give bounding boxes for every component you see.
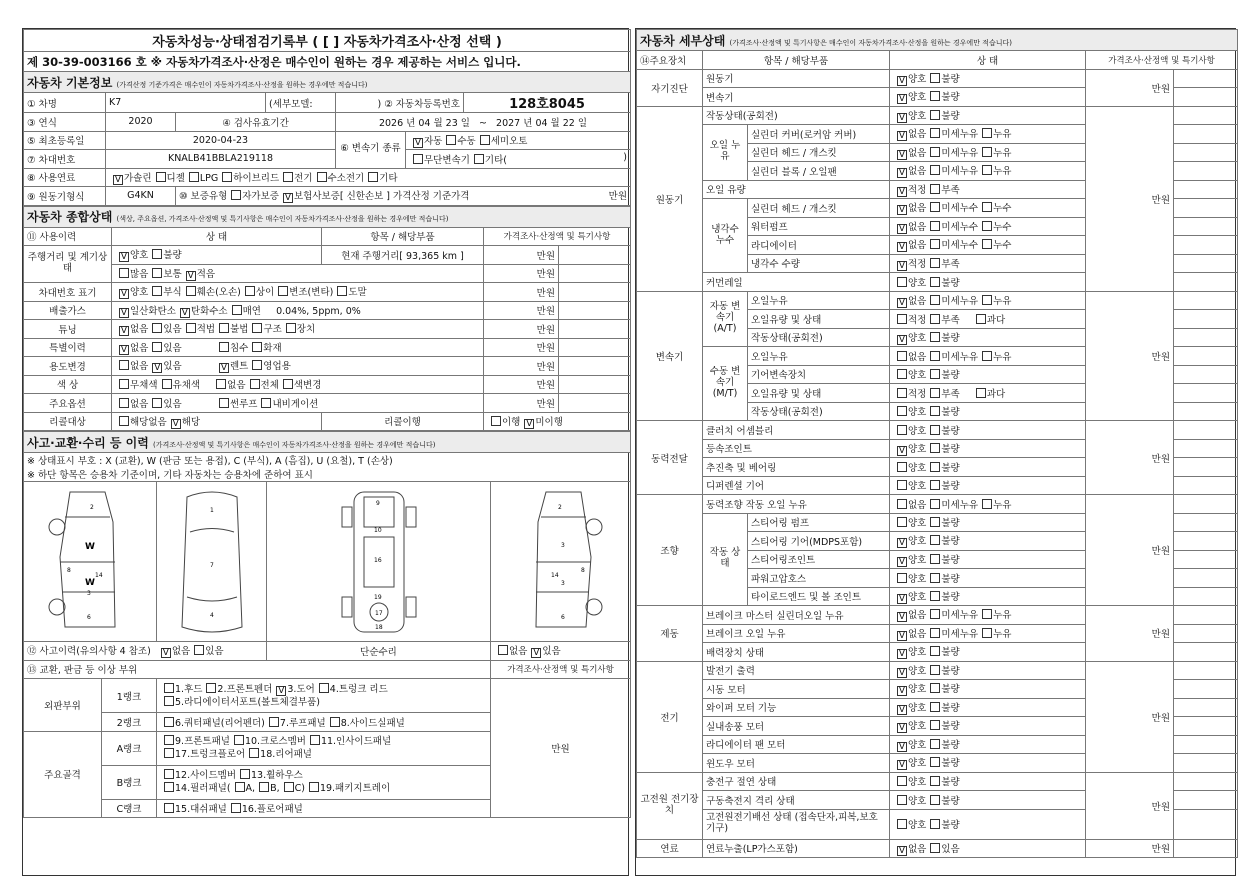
checkbox[interactable]	[259, 782, 269, 792]
trans-row1: V 자동 수동 세미오토	[406, 131, 631, 150]
checkbox[interactable]	[283, 379, 293, 389]
checkbox[interactable]	[982, 147, 992, 157]
checkbox[interactable]	[930, 609, 940, 619]
checkbox[interactable]: V	[181, 307, 188, 318]
svg-text:1: 1	[209, 506, 214, 514]
checkbox[interactable]: V	[162, 648, 169, 659]
checkbox[interactable]: V	[898, 205, 906, 216]
checkbox[interactable]: V	[898, 168, 906, 179]
checkbox[interactable]: V	[898, 297, 906, 308]
checkbox[interactable]	[930, 480, 940, 490]
checkbox[interactable]	[231, 190, 241, 200]
tuning-state: V 없음 있음 적법 불법 구조 장치	[112, 320, 484, 339]
car-side-right-diagram	[491, 482, 631, 642]
checkbox[interactable]	[930, 646, 940, 656]
checkbox[interactable]: V	[187, 270, 194, 281]
checkbox[interactable]	[982, 351, 992, 361]
rankA-items: 9.프론트패널 10.크로스멤버 11.인사이드패널 17.트렁크플로어 18.리어패널	[157, 731, 491, 765]
car-side-left-diagram	[24, 482, 157, 642]
checkbox[interactable]	[930, 517, 940, 527]
fuel-label: ⑧ 사용연료	[24, 168, 106, 187]
trans-label: ⑥ 변속기 종류	[336, 131, 406, 168]
checkbox[interactable]	[930, 406, 940, 416]
svg-text:3: 3	[560, 579, 565, 587]
checkbox[interactable]	[982, 128, 992, 138]
year-label: ③ 연식	[24, 113, 106, 132]
checkbox[interactable]	[930, 554, 940, 564]
checkbox[interactable]	[930, 535, 940, 545]
checkbox[interactable]: V	[898, 223, 906, 234]
checkbox[interactable]	[930, 351, 940, 361]
checkbox[interactable]	[249, 748, 259, 758]
checkbox[interactable]	[930, 388, 940, 398]
recall-done: 이행 V 미이행	[484, 412, 631, 431]
checkbox[interactable]	[152, 249, 162, 259]
svg-text:7: 7	[209, 561, 214, 569]
section-accident: 사고·교환·수리 등 이력 (가격조사·산정액 및 특기사항은 매수인이 자동차가격조사·산정을 원하는 경우에만 적습니다)	[24, 432, 631, 453]
svg-text:9: 9	[375, 499, 380, 507]
inspection-label: ④ 검사유효기간	[176, 113, 336, 132]
checkbox[interactable]	[982, 295, 992, 305]
checkbox[interactable]	[897, 517, 907, 527]
checkbox[interactable]: V	[284, 193, 292, 204]
checkbox[interactable]	[206, 683, 216, 693]
checkbox[interactable]: V	[120, 289, 128, 300]
special-state: V 없음 있음 침수 화재	[112, 338, 484, 357]
group-engine: 원동기	[637, 106, 703, 291]
checkbox[interactable]	[152, 398, 162, 408]
svg-text:19: 19	[373, 593, 382, 601]
checkbox[interactable]: V	[526, 418, 533, 429]
checkbox[interactable]	[164, 782, 174, 792]
checkbox[interactable]	[930, 819, 940, 829]
checkbox[interactable]	[219, 398, 229, 408]
checkbox[interactable]	[235, 782, 245, 792]
checkbox[interactable]	[930, 443, 940, 453]
checkbox[interactable]	[930, 683, 940, 693]
svg-text:14: 14	[95, 571, 103, 579]
checkbox[interactable]	[189, 172, 199, 182]
reg-no: 128호8045	[464, 93, 631, 113]
inspection-period: 2026 년 04 월 23 일 ~ 2027 년 04 월 22 일	[336, 113, 631, 132]
checkbox[interactable]: V	[114, 174, 122, 185]
checkbox[interactable]: V	[220, 363, 228, 374]
checkbox[interactable]	[156, 172, 166, 182]
legend-line1: ※ 상태표시 부호 : X (교환), W (판금 또는 용접), C (부식), A (흠집), U (요철), T (손상)	[24, 453, 631, 468]
svg-text:8: 8	[67, 566, 71, 574]
checkbox[interactable]	[119, 416, 129, 426]
checkbox[interactable]	[897, 277, 907, 287]
checkbox[interactable]	[982, 609, 992, 619]
rankC-items: 15.대쉬패널 16.플로어패널	[157, 799, 491, 818]
first-reg-label: ⑤ 최초등록일	[24, 131, 106, 150]
inspection-record-right	[635, 28, 1236, 876]
basic-info-table	[23, 29, 631, 206]
svg-text:W: W	[85, 577, 95, 588]
checkbox[interactable]: V	[898, 704, 906, 715]
checkbox[interactable]	[930, 795, 940, 805]
overall-status-table: 자동차 종합상태 (색상, 주요옵션, 가격조사·산정액 및 특기사항은 매수인이 자동차가격조사·산정을 원하는 경우에만 적습니다) ⑪ 사용이력 상 태 항목 / 해당부품 가격조사·산정액 및 특기사항 주행거리 및 계기상태 V 양호 불량 현재 주행거리[ 93,365 km ] 만원 많음 보통 V 적음 만원 차대번호 표기 V 양호 부식 훼손(오손) 상이 변조(변타) 도말 만원 배출가스 V 일산화탄소 V 탄화수소 매연 0.04%, 5ppm, 0% 만원 튜닝 V 없음 있음 적법 불법 구조 장치 만원 특별이력 V 없음 있음 침수 화재 만원 용도변경 없음 V 있음 V 렌트 영업용 만원 색 상 무채색 유채색 없음 전체 색변경 만원 주요옵션 없음 있음 썬루프 내비게이션 만원 리콜대상 해당없음 V 해당 리콜이행 이행 V 미이행	[23, 206, 631, 432]
warranty-row: ⑩ 보증유형 자가보증 V 보험사보증[ 신한손보 ] 가격산정 기준가격 만원	[176, 187, 631, 206]
checkbox[interactable]: V	[898, 186, 906, 197]
checkbox[interactable]	[930, 843, 940, 853]
accident-table: 사고·교환·수리 등 이력 (가격조사·산정액 및 특기사항은 매수인이 자동차가격조사·산정을 원하는 경우에만 적습니다) ※ 상태표시 부호 : X (교환), W (판금 또는 용접), C (부식), A (흠집), U (요철), T (손상) ※ 하단 항목은 승용차 기준이며, 기타 자동차는 승용차에 준하여 표시 2 W W 14 3 8 6 1 7 4 9 10 16 19 17 18 2 3 14 3 8 6 ⑫ 사고이력(유의사항 4 참조) V 없음 있음 단순수리 없음 V 있음 ⑬ 교환, 판금 등 이상 부위 가격조사·산정액 및 특기사항 외판부위 1랭크 1.후드 2.프론트펜더 V 3.도어 4.트렁크 리드 5.라디에이터서포트(볼트체결부품) 만원 2랭크 6.쿼터패널(리어펜더) 7.루프패널 8.사이드실패널 주요골격 A랭크 9.프론트패널 10.크로스멤버 11.인사이드패널 17.트렁크플로어 18.리어패널 B랭크 12.사이드멤버 13.휠하우스 14.필러패널( A, B, C) 19.패키지트레이 C랭크 15.대쉬패널 16.플로어패널	[23, 431, 631, 818]
svg-text:6: 6	[87, 613, 91, 621]
col-usage: ⑪ 사용이력	[24, 227, 112, 246]
checkbox[interactable]	[368, 172, 378, 182]
svg-text:10: 10	[373, 526, 382, 534]
col-state: 상 태	[112, 227, 322, 246]
engine-label: ⑨ 원동기형식	[24, 187, 106, 206]
checkbox[interactable]	[930, 110, 940, 120]
checkbox[interactable]	[164, 748, 174, 758]
option-state: 없음 있음 썬루프 내비게이션	[112, 394, 484, 413]
checkbox[interactable]	[930, 295, 940, 305]
checkbox[interactable]	[930, 258, 940, 268]
checkbox[interactable]	[897, 573, 907, 583]
color-label: 색 상	[24, 375, 112, 394]
inspection-record-left	[22, 28, 629, 876]
col-item: 항목 / 해당부품	[322, 227, 484, 246]
trans-row2: 무단변속기 기타( )	[406, 150, 631, 169]
checkbox[interactable]	[240, 769, 250, 779]
checkbox[interactable]: V	[898, 630, 906, 641]
outer-panel-label: 외판부위	[24, 679, 102, 732]
checkbox[interactable]	[930, 665, 940, 675]
checkbox[interactable]	[219, 323, 229, 333]
checkbox[interactable]: V	[898, 612, 906, 623]
section-overall: 자동차 종합상태 (색상, 주요옵션, 가격조사·산정액 및 특기사항은 매수인이 자동차가격조사·산정을 원하는 경우에만 적습니다)	[24, 206, 631, 227]
checkbox[interactable]	[231, 803, 241, 813]
checkbox[interactable]	[446, 135, 456, 145]
col-price: 가격조사·산정액 및 특기사항	[484, 227, 631, 246]
reg-no-label: ) ② 자동차등록번호	[336, 93, 464, 113]
checkbox[interactable]	[897, 425, 907, 435]
rank1-items: 1.후드 2.프론트펜더 V 3.도어 4.트렁크 리드 5.라디에이터서포트(볼트체결부품)	[157, 679, 491, 713]
checkbox[interactable]	[982, 221, 992, 231]
tuning-label: 튜닝	[24, 320, 112, 339]
group-transmission: 변속기	[637, 291, 703, 421]
recall-state: 해당없음 V 해당	[112, 412, 322, 431]
checkbox[interactable]	[164, 696, 174, 706]
checkbox[interactable]: V	[898, 686, 906, 697]
checkbox[interactable]	[930, 739, 940, 749]
checkbox[interactable]	[930, 628, 940, 638]
checkbox[interactable]	[976, 314, 986, 324]
emission-state: V 일산화탄소 V 탄화수소 매연 0.04%, 5ppm, 0%	[112, 301, 484, 320]
checkbox[interactable]	[897, 406, 907, 416]
checkbox[interactable]: V	[533, 648, 540, 659]
checkbox[interactable]	[234, 735, 244, 745]
svg-text:14: 14	[550, 571, 559, 579]
vin-mark-label: 차대번호 표기	[24, 283, 112, 302]
mileage-amount: 많음 보통 V 적음	[112, 264, 484, 283]
checkbox[interactable]	[309, 782, 319, 792]
checkbox[interactable]: V	[898, 649, 906, 660]
color-state: 무채색 유채색 없음 전체 색변경	[112, 375, 484, 394]
checkbox[interactable]	[250, 379, 260, 389]
checkbox[interactable]	[194, 645, 204, 655]
group-self-diag: 자기진단	[637, 69, 703, 106]
checkbox[interactable]	[480, 135, 490, 145]
vin: KNALB41BBLA219118	[106, 150, 336, 169]
rank2-items: 6.쿼터패널(리어펜더) 7.루프패널 8.사이드실패널	[157, 713, 491, 732]
checkbox[interactable]	[982, 239, 992, 249]
recall-done-label: 리콜이행	[322, 412, 484, 431]
svg-text:18: 18	[374, 623, 383, 631]
checkbox[interactable]: V	[120, 252, 128, 263]
record-number: 제 30-39-003166 호 ※ 자동차가격조사·산정은 매수인이 원하는 경우 제공하는 서비스 입니다.	[24, 52, 631, 72]
checkbox[interactable]: V	[898, 760, 906, 771]
recall-label: 리콜대상	[24, 412, 112, 431]
checkbox[interactable]	[216, 379, 226, 389]
col-price-2: 가격조사·산정액 및 특기사항	[491, 660, 631, 679]
checkbox[interactable]	[930, 369, 940, 379]
checkbox[interactable]	[252, 323, 262, 333]
checkbox[interactable]	[474, 154, 484, 164]
first-reg: 2020-04-23	[106, 131, 336, 150]
svg-text:8: 8	[580, 566, 585, 574]
checkbox[interactable]	[897, 795, 907, 805]
checkbox[interactable]	[930, 73, 940, 83]
abnormal-price: 만원	[491, 679, 631, 818]
checkbox[interactable]: V	[898, 131, 906, 142]
rankB-items: 12.사이드멤버 13.휠하우스 14.필러패널( A, B, C) 19.패키지트레이	[157, 765, 491, 799]
checkbox[interactable]: V	[120, 326, 128, 337]
checkbox[interactable]	[119, 268, 129, 278]
checkbox[interactable]	[310, 735, 320, 745]
mileage-label: 주행거리 및 계기상태	[24, 246, 112, 283]
checkbox[interactable]	[897, 369, 907, 379]
checkbox[interactable]	[897, 480, 907, 490]
checkbox[interactable]	[930, 499, 940, 509]
checkbox[interactable]	[982, 202, 992, 212]
checkbox[interactable]	[930, 332, 940, 342]
checkbox[interactable]	[245, 286, 255, 296]
checkbox[interactable]: V	[898, 242, 906, 253]
checkbox[interactable]	[152, 323, 162, 333]
checkbox[interactable]	[930, 91, 940, 101]
detail-model-label: (세부모델:	[266, 93, 336, 113]
option-label: 주요옵션	[24, 394, 112, 413]
checkbox[interactable]	[982, 499, 992, 509]
checkbox[interactable]	[930, 591, 940, 601]
checkbox[interactable]	[330, 717, 340, 727]
checkbox[interactable]	[152, 286, 162, 296]
checkbox[interactable]	[164, 769, 174, 779]
checkbox[interactable]	[164, 683, 174, 693]
abnormal-label: ⑬ 교환, 판금 등 이상 부위	[24, 660, 491, 679]
checkbox[interactable]: V	[154, 363, 161, 374]
group-brake: 제동	[637, 606, 703, 662]
checkbox[interactable]: V	[172, 418, 179, 429]
special-label: 특별이력	[24, 338, 112, 357]
vin-label: ⑦ 차대번호	[24, 150, 106, 169]
checkbox[interactable]	[897, 462, 907, 472]
group-power: 동력전달	[637, 421, 703, 495]
car-name-label: ① 차명	[24, 93, 106, 113]
checkbox[interactable]	[930, 165, 940, 175]
checkbox[interactable]	[186, 323, 196, 333]
svg-text:2: 2	[557, 503, 562, 511]
checkbox[interactable]	[152, 268, 162, 278]
checkbox[interactable]: V	[898, 94, 906, 105]
checkbox[interactable]	[930, 277, 940, 287]
checkbox[interactable]	[283, 172, 293, 182]
svg-text:17: 17	[374, 609, 383, 617]
engine-type: G4KN	[106, 187, 176, 206]
svg-text:6: 6	[560, 613, 565, 621]
checkbox[interactable]	[162, 379, 172, 389]
checkbox[interactable]: V	[414, 137, 422, 148]
purpose-state: 없음 V 있음 V 렌트 영업용	[112, 357, 484, 376]
section-basic-info: 자동차 기본정보 (가격산정 기준가격은 매수인이 자동차가격조사·산정을 원하는 경우에만 적습니다)	[24, 72, 631, 93]
checkbox[interactable]	[164, 803, 174, 813]
group-fuel: 연료	[637, 839, 703, 858]
checkbox[interactable]	[164, 735, 174, 745]
checkbox[interactable]	[897, 499, 907, 509]
checkbox[interactable]: V	[898, 667, 906, 678]
checkbox[interactable]	[232, 305, 242, 315]
checkbox[interactable]	[222, 172, 232, 182]
checkbox[interactable]	[252, 360, 262, 370]
checkbox[interactable]	[930, 573, 940, 583]
checkbox[interactable]: V	[898, 538, 906, 549]
svg-text:3: 3	[560, 541, 565, 549]
checkbox[interactable]: V	[898, 741, 906, 752]
checkbox[interactable]: V	[120, 344, 128, 355]
checkbox[interactable]	[930, 776, 940, 786]
checkbox[interactable]	[930, 425, 940, 435]
checkbox[interactable]	[284, 782, 294, 792]
detail-status-table: 자동차 세부상태 (가격조사·산정액 및 특기사항은 매수인이 자동차가격조사·산정을 원하는 경우에만 적습니다) ⑭주요장치 항목 / 해당부품 상 태 가격조사·산정액 및 특기사항 자기진단 원동기 V 양호 불량 만원 변속기 V 양호 불량 원동기 작동상태(공회전) V 양호 불량 만원 오일 누유 실린더 커버(로커암 커버) V 없음 미세누유 누유 실린더 헤드 / 개스킷 V 없음 미세누유 누유 실린더 블록 / 오일팬 V 없음 미세누유 누유 오일 유량 V 적정 부족 냉각수 누수 실린더 헤드 / 개스킷 V 없음 미세누수 누수 워터펌프 V 없음 미세누수 누수 라디에이터 V 없음 미세누수 누수 냉각수 수량 V 적정 부족 커먼레일 양호 불량 변속기 자동 변속기 (A/T) 오일누유 V 없음 미세누유 누유 만원 오일유량 및 상태 적정 부족 과다 작동상태(공회전) V 양호 불량 수동 변속기 (M/T) 오일누유 없음 미세누유 누유 기어변속장치 양호 불량 오일유량 및 상태 적정 부족 과다 작동상태(공회전) 양호 불량 동력전달 클러치 어셈블리 양호 불량 만원 등속조인트 V 양호 불량 추진축 및 베어링 양호 불량 디퍼렌셜 기어 양호 불량 조향 동력조향 작동 오일 누유 없음 미세누유 누유 만원 작동 상태 스티어링 펌프 양호 불량 스티어링 기어(MDPS포함) V 양호 불량 스티어링조인트 V 양호 불량 파워고압호스 양호 불량 타이로드엔드 및 볼 조인트 V 양호 불량 제동 브레이크 마스터 실린더오일 누유 V 없음 미세누유 누유 만원 브레이크 오일 누유 V 없음 미세누유 누유 배력장치 상태 V 양호 불량 전기 발전기 출력 V 양호 불량 만원 시동 모터 V 양호 불량 와이퍼 모터 기능 V 양호 불량 실내송풍 모터 V 양호 불량 라디에이터 팬 모터 V 양호 불량 윈도우 모터 V 양호 불량 고전원 전기장치 충전구 절연 상태 양호 불량 만원 구동축전지 격리 상태 양호 불량 고전원전기배선 상태 (접속단자,피복,보호기구) 양호 불량 연료 연료누출(LP가스포함) V 없음 있음 만원	[636, 29, 1238, 858]
checkbox[interactable]	[286, 323, 296, 333]
car-top-front-diagram	[157, 482, 267, 642]
group-high-voltage: 고전원 전기장치	[637, 772, 703, 839]
checkbox[interactable]	[219, 342, 229, 352]
section-detail: 자동차 세부상태 (가격조사·산정액 및 특기사항은 매수인이 자동차가격조사·산정을 원하는 경우에만 적습니다)	[637, 30, 1238, 51]
checkbox[interactable]	[897, 314, 907, 324]
simple-repair-state: 없음 V 있음	[491, 642, 631, 661]
svg-text:3: 3	[87, 589, 91, 597]
simple-repair-label: 단순수리	[267, 642, 491, 661]
form-title: 자동차성능·상태점검기록부 ( [ ] 자동차가격조사·산정 선택 )	[24, 30, 631, 52]
checkbox[interactable]	[119, 360, 129, 370]
checkbox[interactable]	[930, 702, 940, 712]
checkbox[interactable]	[976, 388, 986, 398]
vin-mark-state: V 양호 부식 훼손(오손) 상이 변조(변타) 도말	[112, 283, 484, 302]
checkbox[interactable]	[119, 379, 129, 389]
accident-history: ⑫ 사고이력(유의사항 4 참조) V 없음 있음	[24, 642, 267, 661]
checkbox[interactable]	[930, 757, 940, 767]
checkbox[interactable]: V	[278, 685, 285, 696]
checkbox[interactable]: V	[120, 307, 128, 318]
checkbox[interactable]: V	[898, 260, 906, 271]
legend-line2: ※ 하단 항목은 승용차 기준이며, 기타 자동차는 승용차에 준하여 표시	[24, 467, 631, 482]
checkbox[interactable]: V	[898, 75, 906, 86]
checkbox[interactable]: V	[898, 593, 906, 604]
car-name: K7	[106, 93, 266, 113]
year: 2020	[106, 113, 176, 132]
mileage-value: 현재 주행거리[ 93,365 km ]	[322, 246, 484, 265]
main-frame-label: 주요골격	[24, 731, 102, 818]
checkbox[interactable]	[337, 286, 347, 296]
checkbox[interactable]	[897, 819, 907, 829]
checkbox[interactable]	[930, 462, 940, 472]
checkbox[interactable]	[413, 154, 423, 164]
checkbox[interactable]	[930, 314, 940, 324]
checkbox[interactable]	[930, 147, 940, 157]
checkbox[interactable]	[897, 351, 907, 361]
checkbox[interactable]	[930, 720, 940, 730]
checkbox[interactable]	[261, 398, 271, 408]
svg-text:16: 16	[373, 556, 382, 564]
car-frame-diagram	[267, 482, 491, 642]
checkbox[interactable]: V	[898, 334, 906, 345]
checkbox[interactable]: V	[898, 112, 906, 123]
emission-label: 배출가스	[24, 301, 112, 320]
svg-text:W: W	[85, 541, 95, 552]
purpose-label: 용도변경	[24, 357, 112, 376]
checkbox[interactable]	[930, 221, 940, 231]
checkbox[interactable]	[278, 286, 288, 296]
checkbox[interactable]	[930, 202, 940, 212]
checkbox[interactable]	[498, 645, 508, 655]
checkbox[interactable]	[152, 342, 162, 352]
checkbox[interactable]	[930, 128, 940, 138]
checkbox[interactable]	[317, 172, 327, 182]
checkbox[interactable]	[930, 184, 940, 194]
mileage-state: V 양호 불량	[112, 246, 322, 265]
checkbox[interactable]	[897, 776, 907, 786]
group-electrical: 전기	[637, 661, 703, 772]
checkbox[interactable]: V	[898, 149, 906, 160]
fuel-options: V 가솔린 디젤 LPG 하이브리드 전기 수소전기 기타	[106, 168, 631, 187]
checkbox[interactable]: V	[898, 845, 906, 856]
checkbox[interactable]	[119, 398, 129, 408]
group-steering: 조향	[637, 495, 703, 606]
checkbox[interactable]	[491, 416, 501, 426]
checkbox[interactable]	[982, 628, 992, 638]
checkbox[interactable]	[897, 388, 907, 398]
checkbox[interactable]	[164, 717, 174, 727]
checkbox[interactable]	[982, 165, 992, 175]
checkbox[interactable]	[269, 717, 279, 727]
svg-text:2: 2	[90, 503, 94, 511]
checkbox[interactable]: V	[898, 445, 906, 456]
checkbox[interactable]	[186, 286, 196, 296]
checkbox[interactable]: V	[898, 556, 906, 567]
checkbox[interactable]	[252, 342, 262, 352]
svg-text:4: 4	[209, 611, 214, 619]
checkbox[interactable]	[930, 239, 940, 249]
checkbox[interactable]	[319, 683, 329, 693]
checkbox[interactable]: V	[898, 723, 906, 734]
